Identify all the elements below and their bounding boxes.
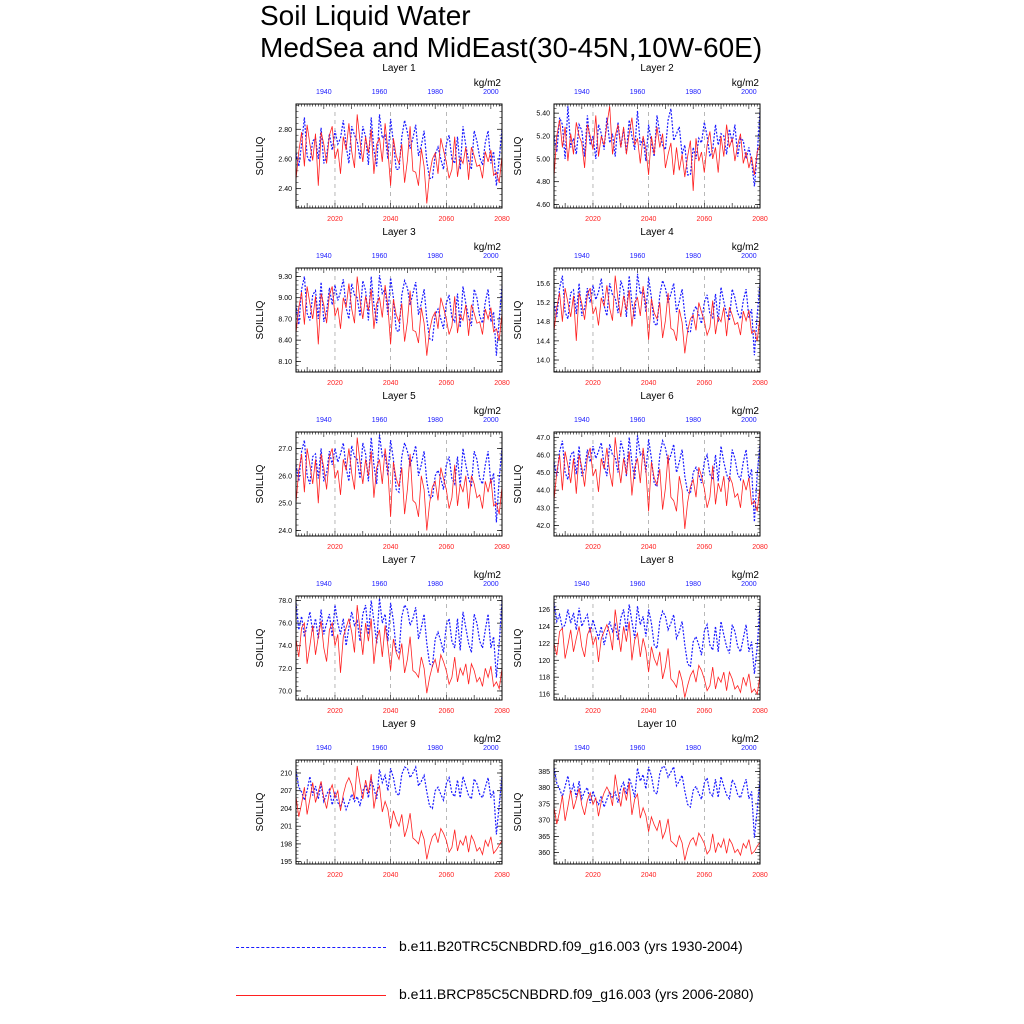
- layer-8-historical-series: [554, 603, 760, 674]
- layer-8-top-tick-label: 1980: [685, 581, 701, 588]
- layer-5-bottom-tick-label: 2080: [494, 544, 510, 551]
- layer-5-top-tick-label: 1980: [427, 417, 443, 424]
- layer-10-y-tick-label: 375: [538, 801, 550, 809]
- layer-4-units: kg/m2: [731, 242, 759, 253]
- layer-4-top-tick-label: 2000: [741, 253, 757, 260]
- title-line-1: Soil Liquid Water: [260, 0, 471, 31]
- layer-2-top-tick-label: 1940: [574, 89, 590, 96]
- layer-9-historical-series: [296, 767, 502, 834]
- layer-3-historical-series: [296, 275, 502, 356]
- layer-9-y-tick-label: 207: [280, 788, 292, 796]
- layer-5-future-series: [296, 438, 502, 531]
- layer-4-panel: [513, 227, 768, 387]
- layer-10-top-tick-label: 1980: [685, 745, 701, 752]
- layer-3-y-label: SOILLIQ: [255, 300, 266, 340]
- layer-1-y-tick-label: 2.80: [278, 126, 292, 134]
- layer-5-bottom-tick-label: 2040: [382, 544, 399, 551]
- layer-8-y-tick-label: 118: [538, 674, 550, 682]
- layer-8-y-tick-label: 124: [538, 623, 550, 631]
- layer-9-bottom-tick-label: 2080: [494, 872, 510, 879]
- layer-6-top-tick-label: 1980: [685, 417, 701, 424]
- layer-6-y-tick-label: 43.0: [536, 505, 550, 513]
- layer-6-y-tick-label: 44.0: [536, 487, 550, 495]
- layer-1-title: Layer 1: [382, 63, 416, 74]
- layer-1-top-tick-label: 2000: [483, 89, 499, 96]
- layer-2-bottom-tick-label: 2020: [585, 216, 601, 223]
- layer-4-bottom-tick-label: 2020: [585, 380, 601, 387]
- layer-4-y-tick-label: 14.8: [536, 319, 550, 327]
- layer-4-top-tick-label: 1960: [629, 253, 646, 260]
- layer-7-bottom-tick-label: 2060: [438, 708, 455, 715]
- layer-10-bottom-tick-label: 2020: [585, 872, 601, 879]
- layer-5-top-tick-label: 1940: [316, 417, 332, 424]
- layer-10-y-tick-label: 385: [538, 768, 550, 776]
- layer-5-y-tick-label: 26.0: [278, 473, 292, 481]
- layer-8-y-tick-label: 126: [538, 607, 550, 615]
- layer-1-panel: [255, 63, 510, 223]
- layer-4-y-tick-label: 14.4: [536, 338, 550, 346]
- layer-2-bottom-tick-label: 2080: [752, 216, 768, 223]
- layer-7-top-tick-label: 2000: [483, 581, 499, 588]
- layer-5-units: kg/m2: [473, 406, 501, 417]
- layer-7-y-tick-label: 74.0: [278, 643, 292, 651]
- layer-2-top-tick-label: 1960: [629, 89, 646, 96]
- layer-2-top-tick-label: 2000: [741, 89, 757, 96]
- layer-9-top-tick-label: 1940: [316, 745, 332, 752]
- layer-6-future-series: [554, 437, 760, 529]
- layer-8-top-tick-label: 1960: [629, 581, 646, 588]
- layer-8-top-tick-label: 1940: [574, 581, 590, 588]
- layer-7-top-tick-label: 1940: [316, 581, 332, 588]
- layer-4-top-tick-label: 1940: [574, 253, 590, 260]
- layer-5-top-tick-label: 2000: [483, 417, 499, 424]
- layer-3-top-tick-label: 1960: [371, 253, 388, 260]
- layer-6-y-label: SOILLIQ: [513, 464, 524, 504]
- layer-6-bottom-tick-label: 2060: [696, 544, 713, 551]
- layer-5-y-tick-label: 24.0: [278, 528, 292, 536]
- layer-2-units: kg/m2: [731, 78, 759, 89]
- layer-3-y-tick-label: 9.00: [278, 295, 292, 303]
- layer-6-title: Layer 6: [640, 391, 674, 402]
- layer-9-y-tick-label: 198: [280, 841, 292, 849]
- layer-9-frame: [296, 760, 502, 864]
- layer-5-panel: [255, 391, 510, 551]
- layer-4-y-tick-label: 14.0: [536, 357, 550, 365]
- layer-5-top-tick-label: 1960: [371, 417, 388, 424]
- layer-9-y-label: SOILLIQ: [255, 792, 266, 832]
- layer-1-y-tick-label: 2.60: [278, 156, 292, 164]
- layer-5-y-label: SOILLIQ: [255, 464, 266, 504]
- layer-10-bottom-tick-label: 2060: [696, 872, 713, 879]
- layer-6-y-tick-label: 45.0: [536, 470, 550, 478]
- layer-10-panel: [513, 719, 768, 879]
- layer-10-units: kg/m2: [731, 734, 759, 745]
- layer-3-title: Layer 3: [382, 227, 416, 238]
- layer-9-y-tick-label: 201: [280, 823, 292, 831]
- layer-8-units: kg/m2: [731, 570, 759, 581]
- layer-3-y-tick-label: 8.70: [278, 316, 292, 324]
- layer-3-panel: [255, 227, 510, 387]
- layer-9-y-tick-label: 195: [280, 859, 292, 867]
- layer-1-top-tick-label: 1960: [371, 89, 388, 96]
- layer-6-bottom-tick-label: 2080: [752, 544, 768, 551]
- layer-2-y-label: SOILLIQ: [513, 136, 524, 176]
- layer-10-y-tick-label: 365: [538, 833, 550, 841]
- layer-6-bottom-tick-label: 2040: [640, 544, 657, 551]
- layer-9-panel: [255, 719, 510, 879]
- layer-6-top-tick-label: 1960: [629, 417, 646, 424]
- layer-7-panel: [255, 555, 510, 715]
- layer-9-y-tick-label: 204: [280, 805, 292, 813]
- layer-8-y-tick-label: 122: [538, 640, 550, 648]
- layer-1-top-tick-label: 1940: [316, 89, 332, 96]
- layer-9-units: kg/m2: [473, 734, 501, 745]
- legend-future-swatch: [236, 995, 386, 996]
- layer-9-y-tick-label: 210: [280, 770, 292, 778]
- layer-8-bottom-tick-label: 2040: [640, 708, 657, 715]
- layer-10-y-tick-label: 360: [538, 850, 550, 858]
- layer-3-top-tick-label: 2000: [483, 253, 499, 260]
- layer-10-future-series: [554, 775, 760, 861]
- layer-9-top-tick-label: 1960: [371, 745, 388, 752]
- layer-2-panel: [513, 63, 768, 223]
- layer-1-future-series: [296, 114, 502, 203]
- layer-7-units: kg/m2: [473, 570, 501, 581]
- layer-6-units: kg/m2: [731, 406, 759, 417]
- layer-3-future-series: [296, 277, 502, 356]
- layer-5-y-tick-label: 25.0: [278, 500, 292, 508]
- layer-8-title: Layer 8: [640, 555, 674, 566]
- layer-2-y-tick-label: 4.80: [536, 179, 550, 187]
- layer-3-bottom-tick-label: 2060: [438, 380, 455, 387]
- layer-4-title: Layer 4: [640, 227, 674, 238]
- layer-10-y-tick-label: 370: [538, 817, 550, 825]
- layer-9-title: Layer 9: [382, 719, 416, 730]
- layer-7-y-tick-label: 78.0: [278, 598, 292, 606]
- layer-10-historical-series: [554, 766, 760, 838]
- layer-2-y-tick-label: 5.40: [536, 110, 550, 118]
- layer-8-panel: [513, 555, 768, 715]
- layer-6-bottom-tick-label: 2020: [585, 544, 601, 551]
- layer-6-y-tick-label: 42.0: [536, 522, 550, 530]
- layer-4-bottom-tick-label: 2080: [752, 380, 768, 387]
- layer-5-y-tick-label: 27.0: [278, 445, 292, 453]
- layer-7-y-tick-label: 72.0: [278, 665, 292, 673]
- layer-6-top-tick-label: 2000: [741, 417, 757, 424]
- layer-1-bottom-tick-label: 2080: [494, 216, 510, 223]
- layer-3-y-tick-label: 9.30: [278, 273, 292, 281]
- layer-1-y-tick-label: 2.40: [278, 186, 292, 194]
- layer-1-bottom-tick-label: 2020: [327, 216, 343, 223]
- layer-10-title: Layer 10: [637, 719, 677, 730]
- layer-2-bottom-tick-label: 2060: [696, 216, 713, 223]
- layer-7-title: Layer 7: [382, 555, 416, 566]
- layer-10-top-tick-label: 1940: [574, 745, 590, 752]
- layer-3-bottom-tick-label: 2080: [494, 380, 510, 387]
- layer-2-y-tick-label: 5.20: [536, 133, 550, 141]
- legend-historical-label: b.e11.B20TRC5CNBDRD.f09_g16.003 (yrs 1930-2004): [399, 938, 743, 954]
- layer-1-y-label: SOILLIQ: [255, 136, 266, 176]
- layer-2-y-tick-label: 5.00: [536, 156, 550, 164]
- layer-8-y-tick-label: 116: [538, 691, 550, 699]
- layer-10-bottom-tick-label: 2080: [752, 872, 768, 879]
- layer-3-top-tick-label: 1980: [427, 253, 443, 260]
- layer-3-bottom-tick-label: 2040: [382, 380, 399, 387]
- layer-4-y-tick-label: 15.2: [536, 300, 550, 308]
- layer-2-title: Layer 2: [640, 63, 674, 74]
- layer-10-bottom-tick-label: 2040: [640, 872, 657, 879]
- layer-6-y-tick-label: 47.0: [536, 434, 550, 442]
- layer-1-units: kg/m2: [473, 78, 501, 89]
- layer-1-bottom-tick-label: 2040: [382, 216, 399, 223]
- legend-historical: [236, 936, 796, 960]
- layer-2-y-tick-label: 4.60: [536, 202, 550, 210]
- layer-8-bottom-tick-label: 2020: [585, 708, 601, 715]
- layer-9-bottom-tick-label: 2060: [438, 872, 455, 879]
- layer-9-future-series: [296, 766, 502, 859]
- layer-2-bottom-tick-label: 2040: [640, 216, 657, 223]
- layer-4-future-series: [554, 276, 760, 354]
- legend-future: [236, 984, 796, 1008]
- layer-7-y-tick-label: 76.0: [278, 620, 292, 628]
- layer-9-bottom-tick-label: 2020: [327, 872, 343, 879]
- layer-7-top-tick-label: 1960: [371, 581, 388, 588]
- layer-4-y-label: SOILLIQ: [513, 300, 524, 340]
- layer-3-y-tick-label: 8.40: [278, 337, 292, 345]
- layer-9-top-tick-label: 1980: [427, 745, 443, 752]
- layer-7-top-tick-label: 1980: [427, 581, 443, 588]
- layer-8-bottom-tick-label: 2080: [752, 708, 768, 715]
- layer-8-y-tick-label: 120: [538, 657, 550, 665]
- layer-6-y-tick-label: 46.0: [536, 452, 550, 460]
- layer-6-panel: [513, 391, 768, 551]
- legend-historical-swatch: [236, 947, 386, 948]
- layer-9-bottom-tick-label: 2040: [382, 872, 399, 879]
- layer-5-bottom-tick-label: 2060: [438, 544, 455, 551]
- layer-10-y-label: SOILLIQ: [513, 792, 524, 832]
- layer-6-top-tick-label: 1940: [574, 417, 590, 424]
- layer-3-units: kg/m2: [473, 242, 501, 253]
- layer-8-top-tick-label: 2000: [741, 581, 757, 588]
- layer-1-bottom-tick-label: 2060: [438, 216, 455, 223]
- layer-1-top-tick-label: 1980: [427, 89, 443, 96]
- layer-7-y-label: SOILLIQ: [255, 628, 266, 668]
- layer-7-y-tick-label: 70.0: [278, 688, 292, 696]
- legend-future-label: b.e11.BRCP85C5CNBDRD.f09_g16.003 (yrs 2006-2080): [399, 986, 754, 1002]
- title-line-2: MedSea and MidEast(30-45N,10W-60E): [260, 32, 763, 63]
- layer-7-bottom-tick-label: 2040: [382, 708, 399, 715]
- layer-2-top-tick-label: 1980: [685, 89, 701, 96]
- layer-3-bottom-tick-label: 2020: [327, 380, 343, 387]
- layer-5-title: Layer 5: [382, 391, 416, 402]
- layer-4-bottom-tick-label: 2040: [640, 380, 657, 387]
- layer-3-top-tick-label: 1940: [316, 253, 332, 260]
- layer-10-y-tick-label: 380: [538, 785, 550, 793]
- layer-3-y-tick-label: 8.10: [278, 358, 292, 366]
- layer-10-top-tick-label: 2000: [741, 745, 757, 752]
- layer-8-bottom-tick-label: 2060: [696, 708, 713, 715]
- layer-4-y-tick-label: 15.6: [536, 280, 550, 288]
- layer-5-bottom-tick-label: 2020: [327, 544, 343, 551]
- layer-4-top-tick-label: 1980: [685, 253, 701, 260]
- layer-7-bottom-tick-label: 2020: [327, 708, 343, 715]
- layer-7-bottom-tick-label: 2080: [494, 708, 510, 715]
- layer-4-bottom-tick-label: 2060: [696, 380, 713, 387]
- layer-10-top-tick-label: 1960: [629, 745, 646, 752]
- layer-9-top-tick-label: 2000: [483, 745, 499, 752]
- layer-8-y-label: SOILLIQ: [513, 628, 524, 668]
